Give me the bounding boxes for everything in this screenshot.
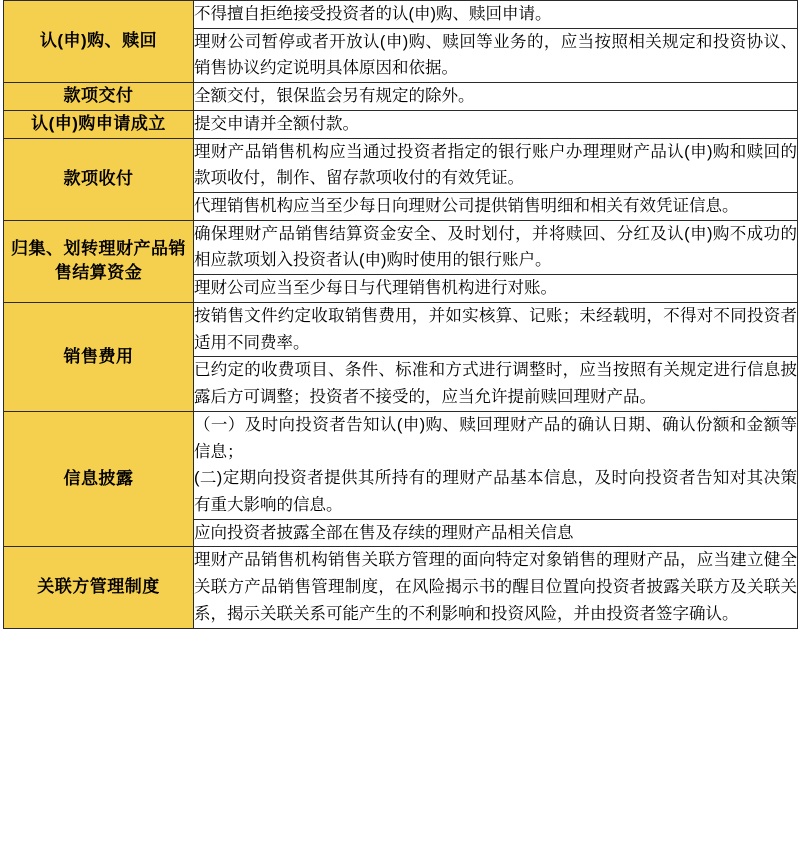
row-content-cell bbox=[194, 193, 798, 221]
row-content-cell bbox=[194, 357, 798, 411]
row-content-cell bbox=[194, 547, 798, 628]
content-paragraph: 代理销售机构应当至少每日向理财公司提供销售明细和相关有效凭证信息。 bbox=[194, 197, 739, 216]
row-label-cell bbox=[4, 220, 194, 302]
row-label-text: 关联方管理制度 bbox=[37, 577, 160, 597]
table-row bbox=[4, 547, 798, 628]
table-row bbox=[4, 220, 798, 274]
row-content-cell bbox=[194, 411, 798, 519]
row-content-cell bbox=[194, 28, 798, 82]
row-label-cell bbox=[4, 83, 194, 111]
table-body bbox=[4, 1, 798, 629]
row-label-text: 销售费用 bbox=[63, 346, 134, 366]
content-paragraph: 理财产品销售机构应当通过投资者指定的银行账户办理理财产品认(申)购和赎回的款项收付，制作、留存款项收付的有效凭证。 bbox=[194, 142, 797, 188]
row-label-text: 款项收付 bbox=[63, 168, 134, 188]
row-label-cell bbox=[4, 110, 194, 138]
table-row bbox=[4, 411, 798, 519]
row-label-cell bbox=[4, 302, 194, 411]
content-paragraph: 已约定的收费项目、条件、标准和方式进行调整时，应当按照有关规定进行信息披露后方可调整；投资者不接受的，应当允许提前赎回理财产品。 bbox=[194, 361, 797, 407]
table-row bbox=[4, 1, 798, 29]
row-label-text: 归集、划转理财产品销售结算资金 bbox=[11, 238, 186, 283]
row-content-cell bbox=[194, 519, 798, 547]
row-label-text: 信息披露 bbox=[63, 468, 134, 488]
row-content-cell bbox=[194, 302, 798, 356]
content-paragraph: (二)定期向投资者提供其所持有的理财产品基本信息，及时向投资者告知对其决策有重大影响的信息。 bbox=[194, 469, 797, 514]
regulation-table bbox=[3, 0, 798, 629]
row-label-text: 款项交付 bbox=[63, 86, 134, 106]
row-content-cell bbox=[194, 275, 798, 303]
table-row bbox=[4, 302, 798, 356]
table-row bbox=[4, 83, 798, 111]
content-paragraph: 提交申请并全额付款。 bbox=[194, 114, 359, 133]
row-label-cell bbox=[4, 138, 194, 220]
content-paragraph: 按销售文件约定收取销售费用，并如实核算、记账；未经载明，不得对不同投资者适用不同费率。 bbox=[194, 306, 797, 352]
row-label-text: 认(申)购申请成立 bbox=[31, 113, 166, 133]
table-row bbox=[4, 138, 798, 192]
row-content-cell bbox=[194, 110, 798, 138]
content-paragraph: （一）及时向投资者告知认(申)购、赎回理财产品的确认日期、确认份额和金额等信息； bbox=[194, 415, 797, 461]
row-content-cell bbox=[194, 220, 798, 274]
content-paragraph: 不得擅自拒绝接受投资者的认(申)购、赎回申请。 bbox=[194, 5, 552, 23]
row-content-cell bbox=[194, 83, 798, 111]
content-paragraph: 理财公司暂停或者开放认(申)购、赎回等业务的，应当按照相关规定和投资协议、销售协议约定说明具体原因和依据。 bbox=[194, 32, 797, 78]
row-label-text: 认(申)购、赎回 bbox=[39, 31, 158, 51]
row-label-cell bbox=[4, 411, 194, 547]
content-paragraph: 确保理财产品销售结算资金安全、及时划付，并将赎回、分红及认(申)购不成功的相应款项划入投资者认(申)购时使用的银行账户。 bbox=[194, 224, 797, 270]
row-label-cell bbox=[4, 547, 194, 628]
content-paragraph: 理财公司应当至少每日与代理销售机构进行对账。 bbox=[194, 279, 557, 298]
row-content-cell bbox=[194, 1, 798, 29]
content-paragraph: 全额交付，银保监会另有规定的除外。 bbox=[194, 87, 475, 106]
row-label-cell bbox=[4, 1, 194, 83]
content-paragraph: 理财产品销售机构销售关联方管理的面向特定对象销售的理财产品，应当建立健全关联方产品销售管理制度，在风险揭示书的醒目位置向投资者披露关联方及关联关系，揭示关联关系可能产生的不利影响和投资风险，并由投资者签字确认。 bbox=[194, 551, 797, 623]
table-row bbox=[4, 110, 798, 138]
content-paragraph: 应向投资者披露全部在售及存续的理财产品相关信息 bbox=[194, 523, 574, 542]
row-content-cell bbox=[194, 138, 798, 192]
